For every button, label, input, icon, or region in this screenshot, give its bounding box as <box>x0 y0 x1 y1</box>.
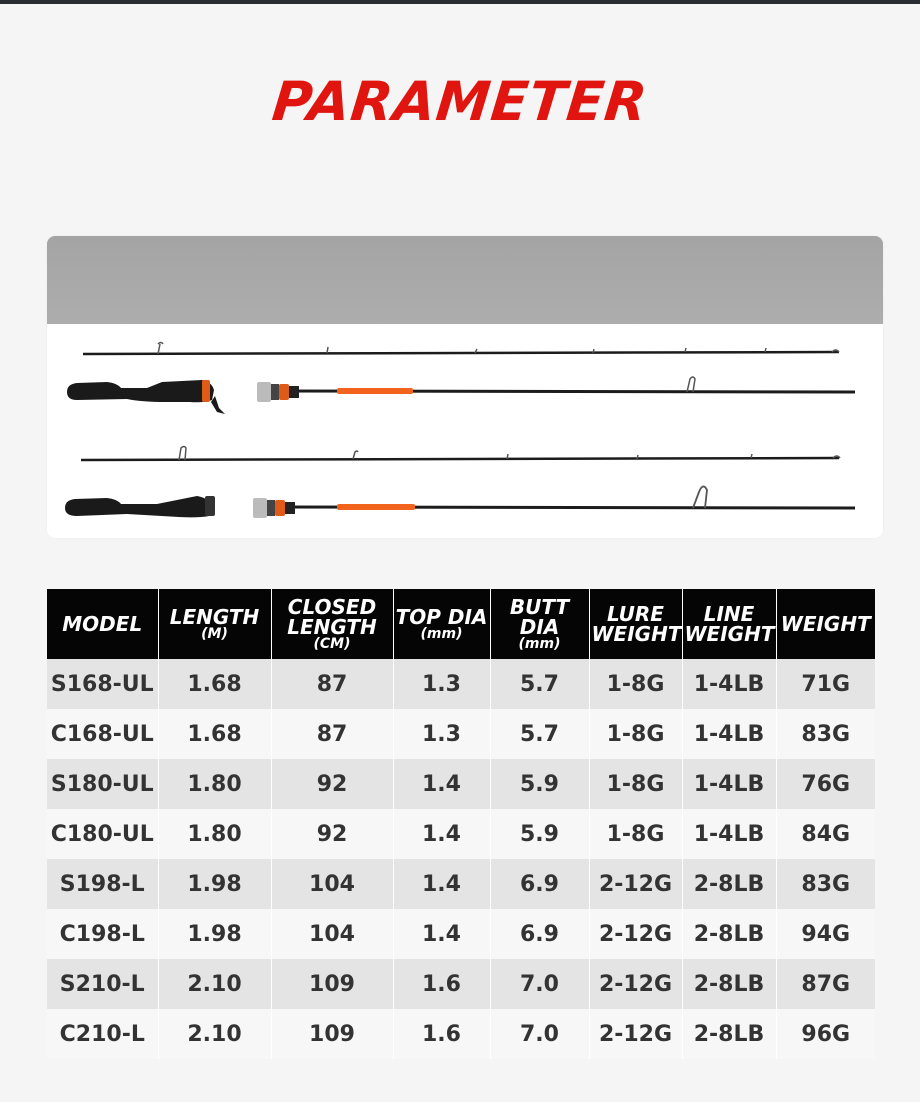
cell-weight: 76G <box>776 759 875 809</box>
cell-line-weight: 2-8LB <box>682 859 776 909</box>
cell-top-dia: 1.6 <box>393 959 490 1009</box>
table-row <box>47 1009 875 1059</box>
cell-top-dia: 1.3 <box>393 659 490 709</box>
table-row <box>47 759 875 809</box>
cell-length: 1.68 <box>158 709 271 759</box>
cell-line-weight: 2-8LB <box>682 959 776 1009</box>
cell-line-weight: 1-4LB <box>682 809 776 859</box>
cell-length: 1.68 <box>158 659 271 709</box>
cell-closed-length: 104 <box>271 859 393 909</box>
header-weight: WEIGHT <box>776 589 875 659</box>
cell-butt-dia: 5.9 <box>490 809 589 859</box>
cell-weight: 96G <box>776 1009 875 1059</box>
cell-butt-dia: 7.0 <box>490 959 589 1009</box>
table-row <box>47 909 875 959</box>
table-row <box>47 709 875 759</box>
cell-butt-dia: 6.9 <box>490 859 589 909</box>
cell-length: 1.80 <box>158 759 271 809</box>
table-row <box>47 659 875 709</box>
cell-lure-weight: 1-8G <box>589 659 682 709</box>
cell-weight: 71G <box>776 659 875 709</box>
parameter-table <box>47 589 875 1059</box>
header-closed-length: CLOSED LENGTH (CM) <box>271 589 393 659</box>
cell-model: C210-L <box>47 1009 158 1059</box>
cell-top-dia: 1.4 <box>393 809 490 859</box>
cell-closed-length: 104 <box>271 909 393 959</box>
cell-butt-dia: 5.7 <box>490 709 589 759</box>
cell-lure-weight: 2-12G <box>589 859 682 909</box>
cell-lure-weight: 2-12G <box>589 1009 682 1059</box>
header-butt-dia: BUTT DIA (mm) <box>490 589 589 659</box>
cell-model: C168-UL <box>47 709 158 759</box>
cell-length: 2.10 <box>158 959 271 1009</box>
table-row <box>47 859 875 909</box>
cell-lure-weight: 1-8G <box>589 809 682 859</box>
cell-line-weight: 2-8LB <box>682 1009 776 1059</box>
cell-model: S168-UL <box>47 659 158 709</box>
cell-lure-weight: 2-12G <box>589 909 682 959</box>
cell-lure-weight: 1-8G <box>589 709 682 759</box>
cell-closed-length: 109 <box>271 1009 393 1059</box>
cell-weight: 87G <box>776 959 875 1009</box>
cell-line-weight: 2-8LB <box>682 909 776 959</box>
cell-model: S180-UL <box>47 759 158 809</box>
cell-line-weight: 1-4LB <box>682 709 776 759</box>
top-border <box>0 0 920 4</box>
rod-tip-section-2 <box>81 447 840 461</box>
table-row <box>47 809 875 859</box>
product-banner <box>47 236 883 538</box>
cell-butt-dia: 7.0 <box>490 1009 589 1059</box>
cell-length: 1.98 <box>158 859 271 909</box>
cell-weight: 94G <box>776 909 875 959</box>
cell-model: C198-L <box>47 909 158 959</box>
cell-lure-weight: 2-12G <box>589 959 682 1009</box>
table-row <box>47 959 875 1009</box>
cell-line-weight: 1-4LB <box>682 659 776 709</box>
cell-weight: 84G <box>776 809 875 859</box>
cell-closed-length: 87 <box>271 709 393 759</box>
cell-closed-length: 87 <box>271 659 393 709</box>
cell-weight: 83G <box>776 859 875 909</box>
page-title: PARAMETER <box>269 70 651 133</box>
cell-closed-length: 109 <box>271 959 393 1009</box>
cell-length: 1.80 <box>158 809 271 859</box>
cell-model: S210-L <box>47 959 158 1009</box>
header-model: MODEL <box>47 589 158 659</box>
header-length: LENGTH (M) <box>158 589 271 659</box>
cell-model: C180-UL <box>47 809 158 859</box>
rod-butt-section-spinning <box>65 486 855 518</box>
cell-top-dia: 1.6 <box>393 1009 490 1059</box>
cell-length: 1.98 <box>158 909 271 959</box>
cell-lure-weight: 1-8G <box>589 759 682 809</box>
table-header-row <box>47 589 875 659</box>
cell-weight: 83G <box>776 709 875 759</box>
cell-butt-dia: 5.7 <box>490 659 589 709</box>
header-line-weight: LINE WEIGHT <box>682 589 776 659</box>
cell-top-dia: 1.4 <box>393 909 490 959</box>
cell-closed-length: 92 <box>271 809 393 859</box>
cell-closed-length: 92 <box>271 759 393 809</box>
header-lure-weight: LURE WEIGHT <box>589 589 682 659</box>
cell-butt-dia: 5.9 <box>490 759 589 809</box>
cell-length: 2.10 <box>158 1009 271 1059</box>
header-top-dia: TOP DIA (mm) <box>393 589 490 659</box>
cell-line-weight: 1-4LB <box>682 759 776 809</box>
cell-top-dia: 1.4 <box>393 859 490 909</box>
cell-top-dia: 1.3 <box>393 709 490 759</box>
fishing-rods-image <box>47 324 883 538</box>
rod-tip-section-1 <box>83 343 839 355</box>
cell-butt-dia: 6.9 <box>490 909 589 959</box>
cell-top-dia: 1.4 <box>393 759 490 809</box>
banner-header-strip <box>47 236 883 324</box>
cell-model: S198-L <box>47 859 158 909</box>
rod-butt-section-casting <box>67 377 855 414</box>
